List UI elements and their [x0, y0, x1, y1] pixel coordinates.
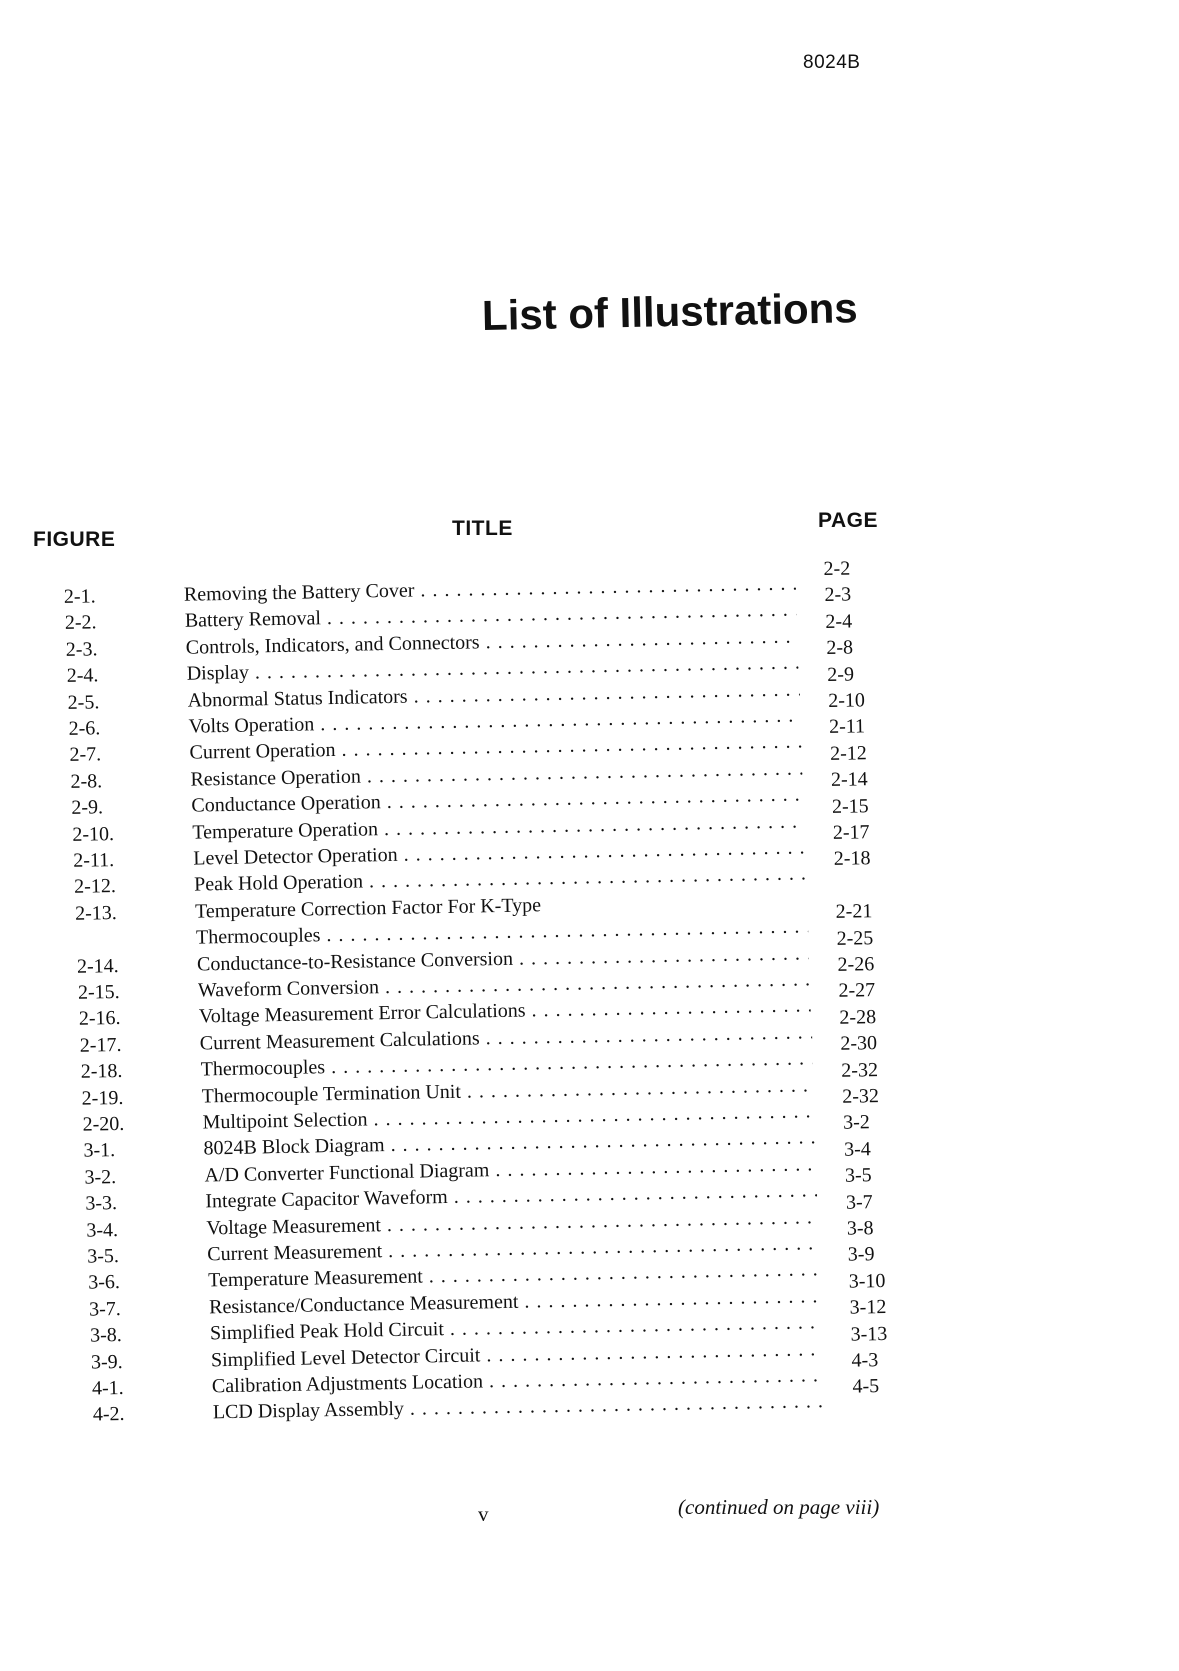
figure-title: Thermocouple Termination Unit . . .: [201, 1072, 813, 1109]
figure-title: Controls, Indicators, and Connectors . . .: [186, 623, 798, 660]
page-number: 3-7: [845, 1190, 873, 1214]
figure-number: 2-17.: [79, 1033, 122, 1057]
figure-number: 2-8.: [70, 770, 103, 793]
figure-title: Current Measurement Calculations . . .: [200, 1019, 812, 1056]
figure-title: Waveform Conversion . . .: [198, 966, 810, 1003]
figure-number: 2-2.: [64, 611, 97, 635]
figure-title: Removing the Battery Cover . . .: [184, 571, 796, 608]
figure-title: Abnormal Status Indicators . . .: [187, 676, 799, 713]
page-number: 2-11: [828, 715, 866, 739]
page-number: 2-32: [842, 1085, 880, 1108]
figure-title: Resistance/Conductance Measurement . . .: [209, 1283, 821, 1320]
figure-title: Battery Removal . . .: [185, 597, 797, 634]
figure-number: 3-6.: [88, 1271, 121, 1294]
figure-number: 3-9.: [90, 1350, 123, 1374]
page-number: 2-18: [833, 847, 871, 871]
figure-title: Multipoint Selection . . .: [202, 1098, 814, 1135]
figure-number: 3-8.: [89, 1324, 122, 1347]
figure-column-header: FIGURE: [33, 528, 116, 551]
figure-number: 3-5.: [87, 1245, 120, 1268]
figure-title: 8024B Block Diagram . . .: [203, 1125, 815, 1162]
page-number: 2-21: [835, 900, 873, 924]
figure-title: Display . . .: [186, 650, 798, 687]
title-column-header: TITLE: [452, 517, 513, 540]
page-number: 2-15: [831, 794, 869, 818]
figure-number: 4-2.: [92, 1403, 125, 1426]
page-title: List of Illustrations: [481, 284, 859, 339]
page-number: 2-30: [840, 1032, 878, 1055]
figure-number: 3-3.: [85, 1192, 118, 1215]
page-number: 3-5: [844, 1164, 872, 1187]
page-number: 2-8: [826, 636, 854, 660]
figure-number: 2-5.: [67, 690, 100, 714]
page-number: 2-17: [832, 821, 870, 844]
figure-title: Conductance-to-Resistance Conversion . . .: [197, 940, 809, 977]
page-number: 2-26: [837, 953, 875, 976]
page-number: 2-28: [839, 1005, 877, 1029]
document-code: 8024B: [803, 52, 861, 73]
page-number: 2-14: [830, 768, 868, 792]
figure-title: Level Detector Operation . . .: [193, 834, 805, 871]
continued-note: (continued on page viii): [678, 1495, 880, 1519]
page-number: 4-5: [852, 1375, 880, 1398]
page-number: 2-10: [828, 689, 866, 712]
figure-title: Peak Hold Operation . . .: [194, 861, 806, 898]
figure-number: 2-18.: [80, 1060, 123, 1083]
figure-title: LCD Display Assembly . . .: [213, 1389, 825, 1426]
figure-number: 3-1.: [83, 1139, 116, 1163]
page-number: 2-12: [829, 742, 867, 765]
figure-title: Conductance Operation . . .: [191, 782, 803, 819]
figure-title: Temperature Measurement . . .: [208, 1257, 820, 1294]
figure-title: Thermocouples . . .: [200, 1045, 812, 1082]
page-number: 2-4: [825, 610, 853, 633]
page-column-header: PAGE: [818, 509, 878, 532]
figure-number: 2-13.: [74, 901, 118, 925]
figure-title: Simplified Peak Hold Circuit . . .: [210, 1309, 822, 1346]
figure-number: 2-19.: [81, 1086, 124, 1110]
page-number: 3-13: [850, 1322, 888, 1346]
figure-number: 2-7.: [69, 743, 102, 767]
page-number: 3-4: [843, 1138, 871, 1161]
page-number: 3-9: [847, 1243, 875, 1267]
figure-number: 2-15.: [77, 980, 120, 1004]
figure-title: Simplified Level Detector Circuit . . .: [211, 1336, 823, 1373]
figure-title: Thermocouples . . .: [196, 914, 808, 951]
figure-title: A/D Converter Functional Diagram . . .: [204, 1151, 816, 1188]
figure-number: 2-9.: [71, 796, 104, 820]
page-number: 2-2: [823, 557, 851, 581]
figure-title: Integrate Capacitor Waveform . . .: [205, 1177, 817, 1214]
figure-number: 2-4.: [66, 664, 99, 688]
page-number: 3-8: [846, 1217, 874, 1240]
figure-number: 2-16.: [78, 1007, 121, 1031]
page-number: 3-2: [842, 1111, 871, 1135]
page-number: 2-32: [841, 1058, 879, 1082]
figure-number: 2-3.: [65, 638, 98, 661]
page-number: 2-3: [824, 583, 852, 607]
page-folio: v: [478, 1502, 489, 1526]
page-number: 2-9: [827, 663, 855, 686]
page-number: 2-25: [836, 926, 874, 950]
figure-number: 2-20.: [82, 1112, 125, 1136]
figure-title: Current Operation . . .: [189, 729, 801, 766]
figure-title: Resistance Operation . . .: [190, 755, 802, 792]
figure-number: 3-2.: [84, 1165, 117, 1189]
figure-number: 2-10.: [72, 822, 115, 846]
figure-number: 2-1.: [63, 585, 96, 608]
figure-title: Temperature Correction Factor For K-Type: [194, 894, 542, 923]
page-number: 2-27: [838, 979, 876, 1003]
figure-title: Current Measurement . . .: [207, 1230, 819, 1267]
figure-title: Volts Operation . . .: [188, 702, 800, 739]
figure-title: Voltage Measurement Error Calculations . . .: [199, 993, 811, 1030]
page-number: 3-12: [849, 1296, 887, 1319]
figure-title: Voltage Measurement . . .: [206, 1204, 818, 1241]
figure-number: 3-4.: [86, 1218, 119, 1242]
page-number: 4-3: [851, 1349, 879, 1372]
figure-number: 2-14.: [76, 954, 119, 978]
figure-number: 2-6.: [68, 717, 101, 740]
page-number: 3-10: [848, 1269, 886, 1293]
figure-number: 3-7.: [88, 1297, 122, 1321]
figure-number: 2-12.: [74, 875, 117, 899]
figure-title: Calibration Adjustments Location . . .: [212, 1362, 824, 1399]
figure-title: Temperature Operation . . .: [192, 808, 804, 845]
figure-number: 2-11.: [73, 849, 115, 872]
figure-number: 4-1.: [91, 1376, 124, 1400]
